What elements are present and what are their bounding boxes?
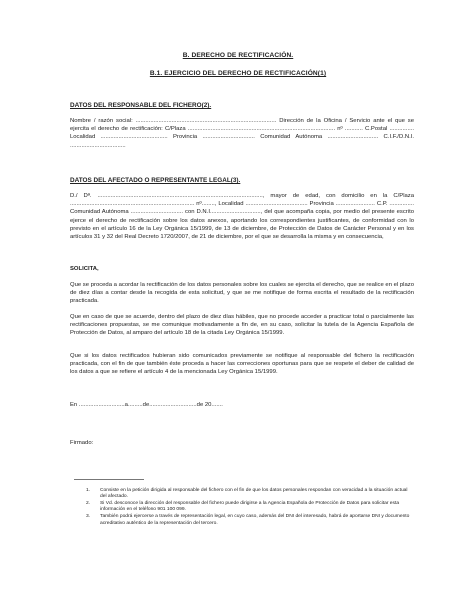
- footnote-item: [86, 488, 410, 501]
- date-line: En ............................a.........de.............................de 20.......: [70, 402, 223, 408]
- request-paragraph-3: Que si los datos rectificados hubieran sido comunicados previamente se notifique al responsable del fichero la rectificación practicada, con el fin de que también éste proceda a hacer las correcciones oportunas para que se respete el deber de calidad de los datos a que se refiere el artículo 4 de la mencionada Ley Orgánica 15/1999.: [70, 353, 414, 376]
- signature-label: Firmado:: [70, 440, 94, 446]
- document-subtitle: B.1. EJERCICIO DEL DERECHO DE RECTIFICACIÓN(1): [149, 70, 327, 77]
- request-paragraph-1: Que se proceda a acordar la rectificación de los datos personales sobre los cuales se ejercita el derecho, que se realice en el plazo de diez días a contar desde la recogida de esta solicitud, y que se me notifique de forma escrita el resultado de la rectificación practicada.: [70, 282, 414, 305]
- afectado-heading: DATOS DEL AFECTADO O REPRESENTANTE LEGAL(3).: [70, 177, 241, 184]
- footnote-item: [86, 514, 410, 527]
- request-paragraph-2: Que en caso de que se acuerde, dentro del plazo de diez días hábiles, que no procede acceder a practicar total o parcialmente las rectificaciones propuestas, se me comunique motivadamente a fin de, en su caso, solicitar la tutela de la Agencia Española de Protección de Datos, al amparo del artículo 18 de la citada Ley Orgánica 15/1999.: [70, 314, 414, 337]
- footnote-text: Si Vd. desconoce la dirección del responsable del fichero puede dirigirse a la Agencia Española de Protección de Datos para solicitar esta información en el teléfono 901 100 099.: [100, 501, 400, 513]
- responsable-text: Nombre / razón social: ...................................................................................... Dirección de la Oficina / Servicio ante el que se ejercita el derecho de rectificación: C/Plaza .......................................................................................... nº ........... C.Postal ............... Localidad ......................................... Provincia ................................ Comunidad Autónoma ............................... C.I.F./D.N.I. ..................................: [70, 118, 414, 149]
- footnote-number: 2.: [86, 501, 91, 507]
- footnote-number: 3.: [86, 514, 91, 520]
- footnote-divider: [74, 479, 144, 480]
- footnotes-list: [86, 488, 410, 528]
- footnote-text: Consiste en la petición dirigida al responsable del fichero con el fin de que los datos personales respondan con veracidad a la situación actual del afectado.: [100, 488, 408, 500]
- solicita-label: SOLICITA,: [70, 266, 99, 272]
- document-title: B. DERECHO DE RECTIFICACIÓN.: [182, 52, 294, 59]
- footnote-text: También podrá ejercerse a través de representación legal, en cuyo caso, además del DNI del interesado, habrá de aportarse DNI y documento acreditativo auténtico de la representación del tercero.: [100, 514, 410, 526]
- afectado-text: D./ Dª. ....................................................................................................., mayor de edad, con domicilio en la C/Plaza ............................................................................ nº........, Localidad ...................................... Provincia ........................ C.P. ............... Comunidad Autónoma ................................ con D.N.I..............................., del que acompaña copia, por medio del presente escrito ejerce el derecho de rectificación sobre los datos anexos, aportando los correspondientes justificantes, de conformidad con lo previsto en el artículo 16 de la Ley Orgánica 15/1999, de 13 de diciembre, de Protección de Datos de Carácter Personal y en los artículos 31 y 32 del Real Decreto 1720/2007, de 21 de diciembre, por el que se desarrolla la misma y en consecuencia,: [70, 193, 414, 241]
- footnote-number: 1.: [86, 488, 91, 493]
- responsable-heading: DATOS DEL RESPONSABLE DEL FICHERO(2).: [70, 102, 212, 109]
- footnote-item: [86, 501, 410, 514]
